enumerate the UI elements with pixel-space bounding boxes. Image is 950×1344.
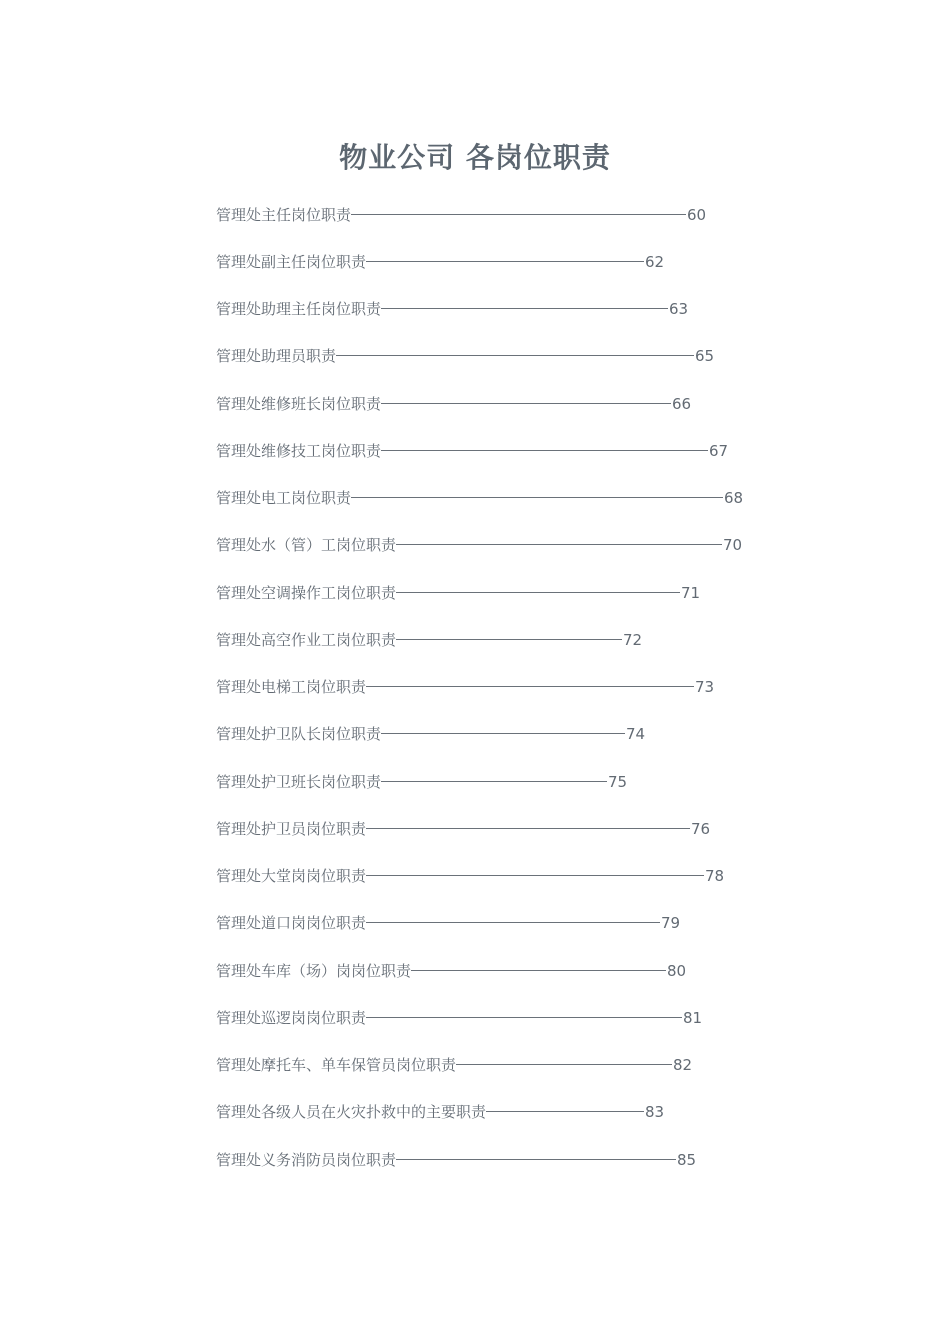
toc-leader (366, 922, 660, 924)
toc-leader (351, 497, 723, 499)
toc-page-number: 67 (709, 441, 729, 460)
toc-entry[interactable] (216, 248, 743, 295)
toc-entry-label: 管理处电工岗位职责 (216, 489, 352, 507)
page-title: 物业公司 各岗位职责 (339, 141, 611, 174)
toc-entry[interactable] (216, 485, 743, 532)
toc-page-number: 71 (681, 583, 701, 602)
toc-entry-label: 管理处护卫员岗位职责 (216, 819, 367, 838)
toc-entry[interactable] (216, 1146, 743, 1193)
toc-leader (486, 1111, 644, 1113)
toc-page-number: 81 (683, 1008, 703, 1027)
toc-leader (366, 1017, 682, 1019)
toc-entry-label: 管理处维修班长岗位职责 (216, 394, 382, 413)
toc-leader (366, 261, 644, 263)
toc-entry[interactable] (216, 343, 743, 390)
toc-entry-label: 管理处维修技工岗位职责 (216, 441, 382, 460)
toc-entry-label: 管理处巡逻岗岗位职责 (216, 1008, 367, 1027)
toc-entry-label: 管理处助理主任岗位职责 (216, 300, 382, 318)
toc-page-number: 75 (608, 772, 628, 791)
toc-page-number: 73 (695, 678, 715, 696)
toc-entry[interactable] (216, 579, 743, 626)
toc-entry-label: 管理处大堂岗岗位职责 (216, 867, 367, 885)
toc-entry[interactable] (216, 721, 743, 768)
toc-page-number: 66 (672, 394, 692, 413)
toc-leader (396, 592, 680, 594)
toc-entry[interactable] (216, 768, 743, 815)
toc-leader (336, 355, 694, 357)
toc-page-number: 78 (705, 867, 725, 885)
toc-leader (396, 544, 722, 546)
toc-entry-label: 管理处各级人员在火灾扑救中的主要职责 (216, 1103, 487, 1122)
toc-page-number: 72 (623, 630, 643, 649)
toc-leader (381, 781, 607, 783)
toc-entry-label: 管理处护卫班长岗位职责 (216, 772, 382, 791)
toc-page-number: 74 (626, 725, 646, 744)
toc-entry-label: 管理处护卫队长岗位职责 (216, 725, 382, 744)
toc-entry-label: 管理处高空作业工岗位职责 (216, 630, 397, 649)
toc-entry-label: 管理处助理员职责 (216, 347, 337, 366)
toc-leader (366, 686, 694, 688)
toc-leader (396, 639, 622, 641)
toc-leader (366, 828, 690, 830)
toc-page-number: 60 (687, 205, 707, 224)
toc-page-number: 76 (691, 819, 711, 838)
toc-leader (381, 308, 668, 310)
toc-entry[interactable] (216, 957, 743, 1004)
toc-entry-label: 管理处水（管）工岗位职责 (216, 536, 397, 555)
toc-entry[interactable] (216, 201, 743, 248)
toc-leader (366, 875, 704, 877)
toc-entry[interactable] (216, 437, 743, 484)
toc-entry-label: 管理处主任岗位职责 (216, 205, 352, 224)
toc-page-number: 80 (667, 961, 687, 980)
toc-entry[interactable] (216, 863, 743, 910)
toc-page-number: 70 (723, 536, 743, 555)
toc-entry-label: 管理处摩托车、单车保管员岗位职责 (216, 1056, 457, 1074)
toc-entry[interactable] (216, 815, 743, 862)
toc-entry[interactable] (216, 674, 743, 721)
toc-leader (396, 1159, 676, 1161)
toc-leader (351, 214, 686, 216)
toc-entry[interactable] (216, 532, 743, 579)
table-of-contents (216, 201, 743, 1193)
toc-leader (411, 970, 666, 972)
toc-page-number: 62 (645, 252, 665, 271)
toc-page-number: 65 (695, 347, 715, 366)
toc-entry[interactable] (216, 1099, 743, 1146)
toc-entry[interactable] (216, 390, 743, 437)
toc-entry-label: 管理处车库（场）岗岗位职责 (216, 961, 412, 980)
toc-entry-label: 管理处义务消防员岗位职责 (216, 1150, 397, 1169)
toc-entry-label: 管理处副主任岗位职责 (216, 252, 367, 271)
toc-page-number: 82 (673, 1056, 693, 1074)
toc-page-number: 79 (661, 914, 681, 933)
toc-entry-label: 管理处道口岗岗位职责 (216, 914, 367, 933)
toc-leader (381, 733, 625, 735)
toc-entry-label: 管理处空调操作工岗位职责 (216, 583, 397, 602)
toc-entry[interactable] (216, 626, 743, 673)
toc-page-number: 68 (724, 489, 744, 507)
toc-entry[interactable] (216, 1052, 743, 1099)
toc-entry-label: 管理处电梯工岗位职责 (216, 678, 367, 696)
toc-leader (381, 403, 671, 405)
toc-leader (381, 450, 708, 452)
toc-entry[interactable] (216, 1004, 743, 1051)
toc-entry[interactable] (216, 296, 743, 343)
toc-page-number: 63 (669, 300, 689, 318)
toc-page-number: 85 (677, 1150, 697, 1169)
toc-entry[interactable] (216, 910, 743, 957)
toc-page-number: 83 (645, 1103, 665, 1122)
toc-leader (456, 1064, 672, 1066)
